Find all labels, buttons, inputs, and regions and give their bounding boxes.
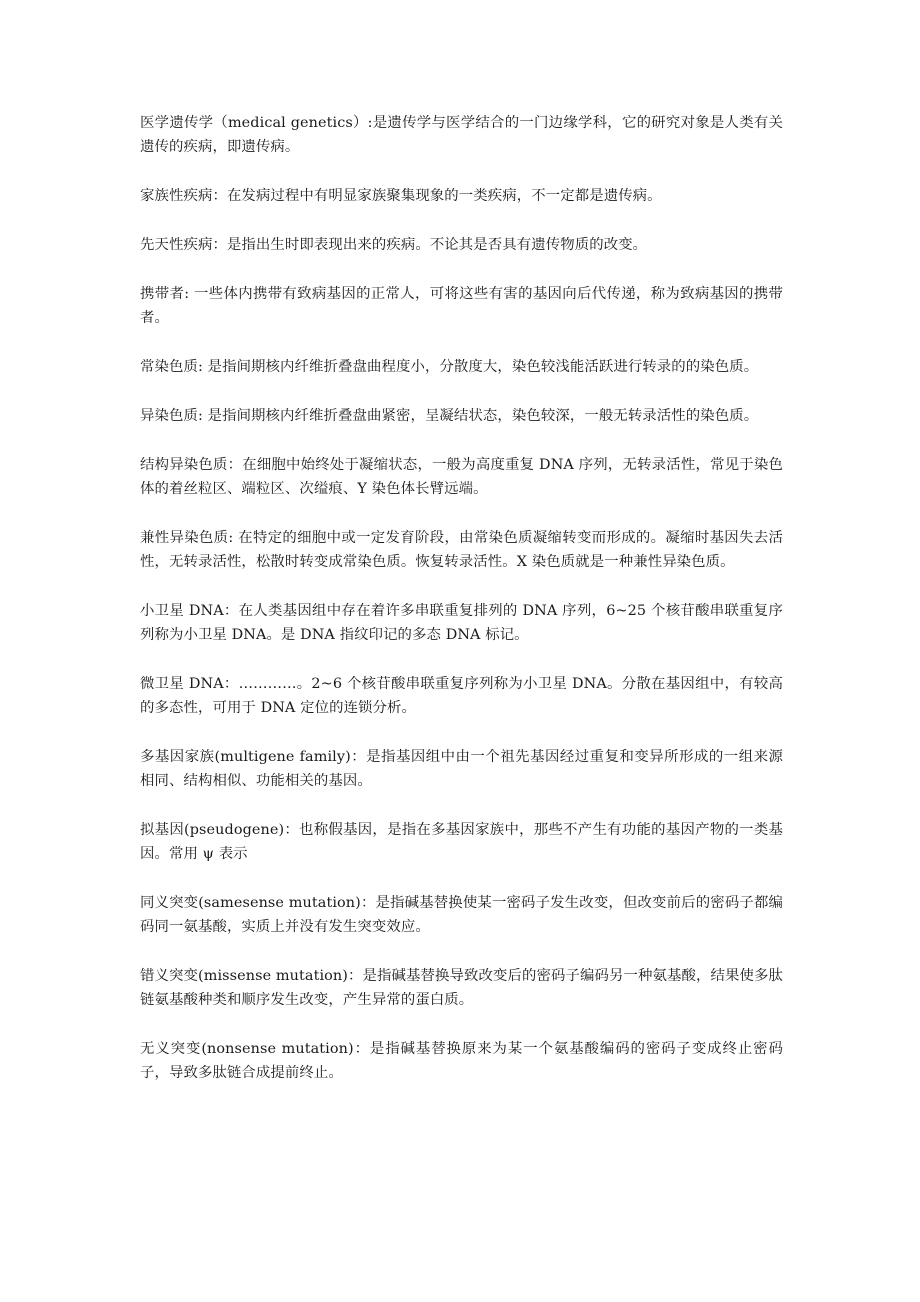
definition-paragraph-missense-mutation: 错义突变(missense mutation)：是指碱基替换导致改变后的密码子编码另一种氨基酸，结果使多肽链氨基酸种类和顺序发生改变，产生异常的蛋白质。 <box>140 968 783 1008</box>
definition-paragraph-multigene-family: 多基因家族(multigene family)：是指基因组中由一个祖先基因经过重复和变异所形成的一组来源相同、结构相似、功能相关的基因。 <box>140 749 783 789</box>
definition-paragraph-heterochromatin: 异染色质: 是指间期核内纤维折叠盘曲紧密，呈凝结状态，染色较深，一般无转录活性的染色质。 <box>140 408 759 424</box>
definition-paragraph-microsatellite-dna: 微卫星 DNA：…………。2~6 个核苷酸串联重复序列称为小卫星 DNA。分散在基因组中，有较高的多态性，可用于 DNA 定位的连锁分析。 <box>140 676 783 716</box>
definition-paragraph-carrier: 携带者: 一些体内携带有致病基因的正常人，可将这些有害的基因向后代传递，称为致病基因的携带者。 <box>140 286 783 326</box>
definition-paragraph-congenital-disease: 先天性疾病：是指出生时即表现出来的疾病。不论其是否具有遗传物质的改变。 <box>140 237 648 253</box>
definition-paragraph-samesense-mutation: 同义突变(samesense mutation)：是指碱基替换使某一密码子发生改变，但改变前后的密码子都编码同一氨基酸，实质上并没有发生突变效应。 <box>140 895 783 935</box>
definition-paragraph-nonsense-mutation: 无义突变(nonsense mutation)：是指碱基替换原来为某一个氨基酸编码的密码子变成终止密码子，导致多肽链合成提前终止。 <box>140 1041 783 1081</box>
document-body <box>140 111 783 1110</box>
definition-paragraph-pseudogene: 拟基因(pseudogene)：也称假基因，是指在多基因家族中，那些不产生有功能的基因产物的一类基因。常用 ψ 表示 <box>140 822 783 862</box>
definition-paragraph-facultative-heterochromatin: 兼性异染色质: 在特定的细胞中或一定发育阶段，由常染色质凝缩转变而形成的。凝缩时基因失去活性，无转录活性，松散时转变成常染色质。恢复转录活性。X 染色质就是一种兼性异染色质。 <box>140 530 783 570</box>
definition-paragraph-minisatellite-dna: 小卫星 DNA：在人类基因组中存在着许多串联重复排列的 DNA 序列，6~25 个核苷酸串联重复序列称为小卫星 DNA。是 DNA 指纹印记的多态 DNA 标记。 <box>140 603 783 643</box>
definition-paragraph-medical-genetics: 医学遗传学（medical genetics）:是遗传学与医学结合的一门边缘学科，它的研究对象是人类有关遗传的疾病，即遗传病。 <box>140 115 783 155</box>
definition-paragraph-familial-disease: 家族性疾病：在发病过程中有明显家族聚集现象的一类疾病，不一定都是遗传病。 <box>140 188 662 204</box>
definition-paragraph-constitutive-heterochromatin: 结构异染色质：在细胞中始终处于凝缩状态，一般为高度重复 DNA 序列，无转录活性，常见于染色体的着丝粒区、端粒区、次缢痕、Y 染色体长臂远端。 <box>140 457 783 497</box>
definition-paragraph-euchromatin: 常染色质: 是指间期核内纤维折叠盘曲程度小，分散度大，染色较浅能活跃进行转录的的染色质。 <box>140 359 759 375</box>
